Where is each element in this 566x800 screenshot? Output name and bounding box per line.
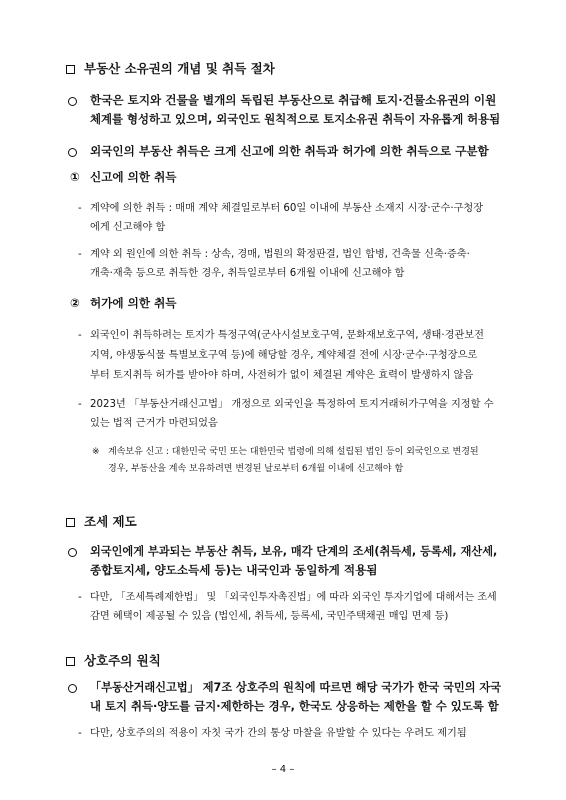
dash-marker: - xyxy=(78,592,82,603)
bullet-circle-icon xyxy=(68,548,77,557)
bullet-circle-icon xyxy=(68,97,77,106)
bullet-line: 체계를 형성하고 있으며, 외국인도 원칙적으로 토지소유권 취득이 자유롭게 허용됨 xyxy=(90,112,501,126)
item-line: 외국인이 취득하려는 토지가 특정구역(군사시설보호구역, 문화재보호구역, 생태·경관보전 xyxy=(90,330,484,341)
section-title-reciprocity: 상호주의 원칙 xyxy=(84,653,161,668)
page-number: – 4 – xyxy=(271,764,295,775)
subsection-marker: ② xyxy=(70,296,80,310)
item-line: 다만, 「조세특례제한법」 및 「외국인투자촉진법」에 따라 외국인 투자기업에 대해서는 조세 xyxy=(90,592,497,603)
note-line: 계속보유 신고 : 대한민국 국민 또는 대한민국 법령에 의해 설립된 법인 등이 외국인으로 변경된 xyxy=(108,447,479,457)
bullet-circle-icon xyxy=(68,148,77,157)
note-marker: ※ xyxy=(92,447,100,457)
bullet-line: 외국인의 부동산 취득은 크게 신고에 의한 취득과 허가에 의한 취득으로 구분함 xyxy=(90,144,489,158)
bullet-line: 「부동산거래신고법」 제7조 상호주의 원칙에 따르면 해당 국가가 한국 국민의 자국 xyxy=(90,681,502,694)
subsection-title-permit: 허가에 의한 취득 xyxy=(90,296,177,310)
bullet-line: 한국은 토지와 건물을 별개의 독립된 부동산으로 취급해 토지·건물소유권의 이원 xyxy=(90,93,497,107)
bullet-circle-icon xyxy=(68,684,77,693)
item-line: 개축·재축 등으로 취득한 경우, 취득일로부터 6개월 이내에 신고해야 함 xyxy=(90,268,405,279)
section-checkbox-icon xyxy=(66,657,75,666)
item-line: 계약에 의한 취득 : 매매 계약 체결일로부터 60일 이내에 부동산 소재지 시장·군수·구청장 xyxy=(90,203,484,214)
item-line: 에게 신고해야 함 xyxy=(90,222,166,233)
section-checkbox-icon xyxy=(66,518,75,527)
bullet-line: 외국인에게 부과되는 부동산 취득, 보유, 매각 단계의 조세(취득세, 등록세, 재산세, xyxy=(90,545,498,558)
section-title-ownership: 부동산 소유권의 개념 및 취득 절차 xyxy=(84,61,275,76)
section-checkbox-icon xyxy=(66,65,75,74)
item-line: 감면 혜택이 제공될 수 있음 (법인세, 취득세, 등록세, 국민주택채권 매입 면제 등) xyxy=(90,611,449,622)
bullet-line: 종합토지세, 양도소득세 등)는 내국인과 동일하게 적용됨 xyxy=(90,563,378,577)
subsection-marker: ① xyxy=(70,170,80,184)
dash-marker: - xyxy=(78,728,82,739)
item-line: 2023년 「부동산거래신고법」 개정으로 외국인을 특정하여 토지거래허가구역을 지정할 수 xyxy=(90,399,494,410)
dash-marker: - xyxy=(78,203,82,214)
note-line: 경우, 부동산을 계속 보유하려면 변경된 날로부터 6개월 이내에 신고해야 함 xyxy=(108,464,404,474)
subsection-title-report: 신고에 의한 취득 xyxy=(90,170,177,184)
item-line: 계약 외 원인에 의한 취득 : 상속, 경매, 법원의 확정판결, 법인 합병, 건축물 신축·증축· xyxy=(90,249,470,260)
dash-marker: - xyxy=(78,330,82,341)
section-title-tax: 조세 제도 xyxy=(84,514,137,529)
item-line: 다만, 상호주의의 적용이 자칫 국가 간의 통상 마찰을 유발할 수 있다는 우려도 제기됨 xyxy=(90,728,467,739)
item-line: 지역, 야생동식물 특별보호구역 등)에 해당할 경우, 계약체결 전에 시장·군수·구청장으로 xyxy=(90,350,478,361)
bullet-line: 내 토지 취득·양도를 금지·제한하는 경우, 한국도 상응하는 제한을 할 수 있도록 함 xyxy=(90,699,499,713)
item-line: 있는 법적 근거가 마련되었음 xyxy=(90,418,218,429)
dash-marker: - xyxy=(78,249,82,260)
item-line: 부터 토지취득 허가를 받아야 하며, 사전허가 없이 체결된 계약은 효력이 발생하지 않음 xyxy=(90,370,474,381)
dash-marker: - xyxy=(78,399,82,410)
